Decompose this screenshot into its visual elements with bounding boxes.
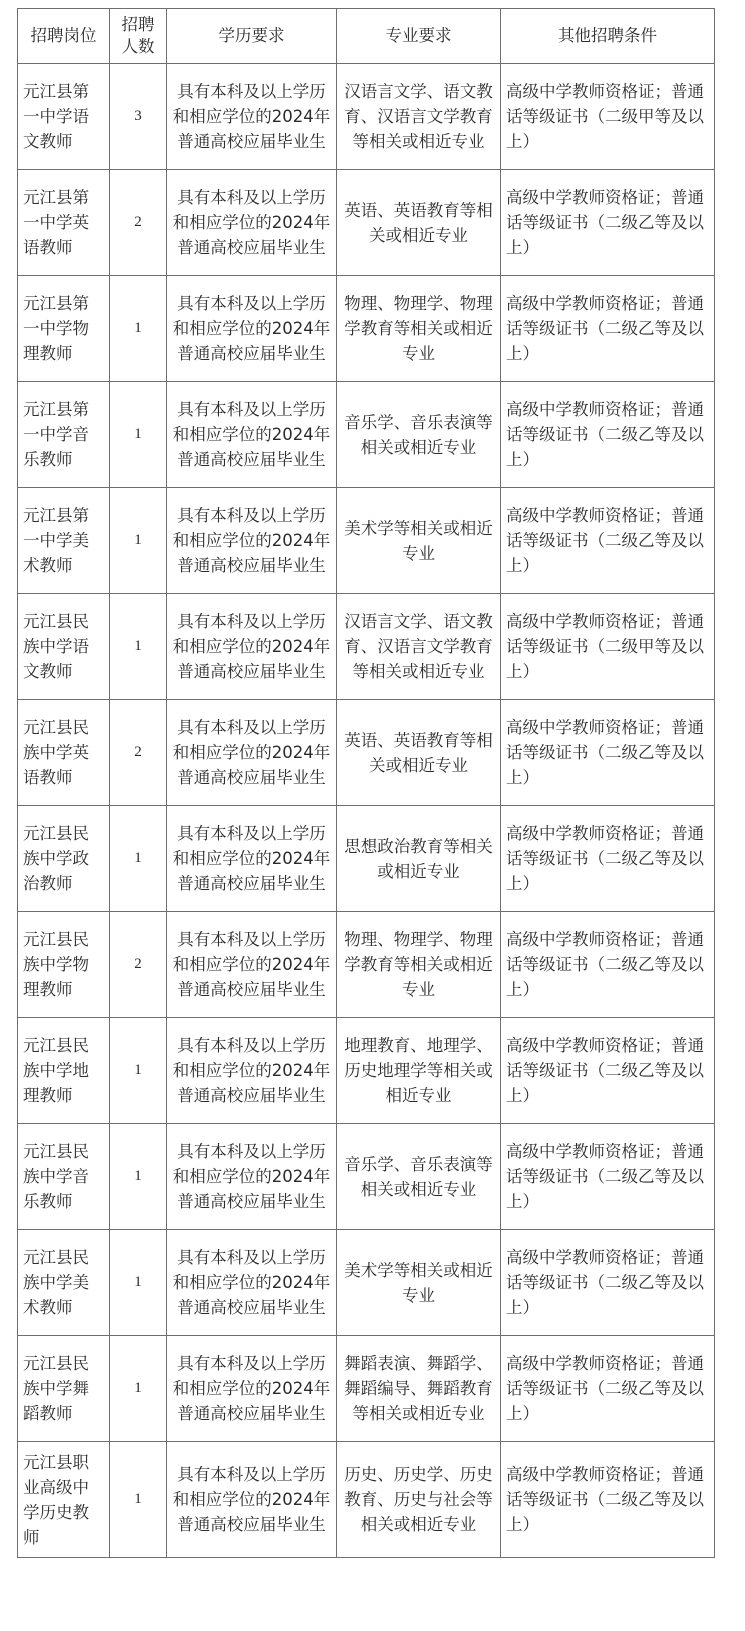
- major-cell: 音乐学、音乐表演等相关或相近专业: [337, 1124, 501, 1230]
- count-cell: 1: [110, 1336, 167, 1442]
- table-row: [18, 912, 715, 1018]
- education-cell: 具有本科及以上学历和相应学位的2024年普通高校应届毕业生: [167, 806, 337, 912]
- table-row: [18, 1018, 715, 1124]
- table-header: [18, 9, 715, 64]
- other-cell: 高级中学教师资格证；普通话等级证书（二级乙等及以上）: [501, 1018, 715, 1124]
- education-cell: 具有本科及以上学历和相应学位的2024年普通高校应届毕业生: [167, 700, 337, 806]
- education-cell: 具有本科及以上学历和相应学位的2024年普通高校应届毕业生: [167, 1230, 337, 1336]
- count-cell: 1: [110, 276, 167, 382]
- table-row: [18, 1336, 715, 1442]
- major-cell: 地理教育、地理学、历史地理学等相关或相近专业: [337, 1018, 501, 1124]
- count-cell: 1: [110, 1018, 167, 1124]
- header-row: [18, 9, 715, 64]
- major-cell: 汉语言文学、语文教育、汉语言文学教育等相关或相近专业: [337, 64, 501, 170]
- recruitment-table: [17, 8, 715, 1558]
- other-cell: 高级中学教师资格证；普通话等级证书（二级乙等及以上）: [501, 1124, 715, 1230]
- count-cell: 1: [110, 1230, 167, 1336]
- table-row: [18, 64, 715, 170]
- count-cell: 3: [110, 64, 167, 170]
- education-cell: 具有本科及以上学历和相应学位的2024年普通高校应届毕业生: [167, 276, 337, 382]
- count-cell: 1: [110, 382, 167, 488]
- education-cell: 具有本科及以上学历和相应学位的2024年普通高校应届毕业生: [167, 1336, 337, 1442]
- position-cell: 元江县民族中学美术教师: [18, 1230, 110, 1336]
- count-cell: 1: [110, 1442, 167, 1558]
- major-cell: 思想政治教育等相关或相近专业: [337, 806, 501, 912]
- position-cell: 元江县职业高级中学历史教师: [18, 1442, 110, 1558]
- other-cell: 高级中学教师资格证；普通话等级证书（二级乙等及以上）: [501, 1442, 715, 1558]
- education-cell: 具有本科及以上学历和相应学位的2024年普通高校应届毕业生: [167, 1018, 337, 1124]
- education-cell: 具有本科及以上学历和相应学位的2024年普通高校应届毕业生: [167, 170, 337, 276]
- count-cell: 1: [110, 806, 167, 912]
- table-row: [18, 1124, 715, 1230]
- position-cell: 元江县第一中学英语教师: [18, 170, 110, 276]
- education-cell: 具有本科及以上学历和相应学位的2024年普通高校应届毕业生: [167, 594, 337, 700]
- education-cell: 具有本科及以上学历和相应学位的2024年普通高校应届毕业生: [167, 912, 337, 1018]
- other-cell: 高级中学教师资格证；普通话等级证书（二级乙等及以上）: [501, 382, 715, 488]
- position-cell: 元江县民族中学英语教师: [18, 700, 110, 806]
- position-cell: 元江县第一中学物理教师: [18, 276, 110, 382]
- other-cell: 高级中学教师资格证；普通话等级证书（二级乙等及以上）: [501, 488, 715, 594]
- count-cell: 1: [110, 488, 167, 594]
- major-cell: 物理、物理学、物理学教育等相关或相近专业: [337, 912, 501, 1018]
- major-cell: 舞蹈表演、舞蹈学、舞蹈编导、舞蹈教育等相关或相近专业: [337, 1336, 501, 1442]
- table-row: [18, 1230, 715, 1336]
- position-cell: 元江县民族中学地理教师: [18, 1018, 110, 1124]
- table-row: [18, 382, 715, 488]
- position-cell: 元江县民族中学物理教师: [18, 912, 110, 1018]
- position-cell: 元江县民族中学舞蹈教师: [18, 1336, 110, 1442]
- header-education: 学历要求: [167, 9, 337, 64]
- position-cell: 元江县民族中学政治教师: [18, 806, 110, 912]
- table-body: [18, 64, 715, 1558]
- position-cell: 元江县第一中学语文教师: [18, 64, 110, 170]
- table-row: [18, 276, 715, 382]
- education-cell: 具有本科及以上学历和相应学位的2024年普通高校应届毕业生: [167, 488, 337, 594]
- position-cell: 元江县第一中学美术教师: [18, 488, 110, 594]
- table-row: [18, 806, 715, 912]
- major-cell: 英语、英语教育等相关或相近专业: [337, 700, 501, 806]
- header-other: 其他招聘条件: [501, 9, 715, 64]
- education-cell: 具有本科及以上学历和相应学位的2024年普通高校应届毕业生: [167, 382, 337, 488]
- major-cell: 音乐学、音乐表演等相关或相近专业: [337, 382, 501, 488]
- other-cell: 高级中学教师资格证；普通话等级证书（二级乙等及以上）: [501, 1336, 715, 1442]
- other-cell: 高级中学教师资格证；普通话等级证书（二级甲等及以上）: [501, 64, 715, 170]
- table-row: [18, 700, 715, 806]
- other-cell: 高级中学教师资格证；普通话等级证书（二级乙等及以上）: [501, 276, 715, 382]
- count-cell: 1: [110, 1124, 167, 1230]
- table-row: [18, 594, 715, 700]
- table-row: [18, 488, 715, 594]
- position-cell: 元江县第一中学音乐教师: [18, 382, 110, 488]
- major-cell: 英语、英语教育等相关或相近专业: [337, 170, 501, 276]
- major-cell: 美术学等相关或相近专业: [337, 488, 501, 594]
- other-cell: 高级中学教师资格证；普通话等级证书（二级甲等及以上）: [501, 594, 715, 700]
- position-cell: 元江县民族中学语文教师: [18, 594, 110, 700]
- header-count: 招聘人数: [110, 9, 167, 64]
- count-cell: 2: [110, 700, 167, 806]
- header-major: 专业要求: [337, 9, 501, 64]
- other-cell: 高级中学教师资格证；普通话等级证书（二级乙等及以上）: [501, 912, 715, 1018]
- count-cell: 2: [110, 912, 167, 1018]
- table-row: [18, 1442, 715, 1558]
- education-cell: 具有本科及以上学历和相应学位的2024年普通高校应届毕业生: [167, 64, 337, 170]
- other-cell: 高级中学教师资格证；普通话等级证书（二级乙等及以上）: [501, 700, 715, 806]
- other-cell: 高级中学教师资格证；普通话等级证书（二级乙等及以上）: [501, 170, 715, 276]
- major-cell: 美术学等相关或相近专业: [337, 1230, 501, 1336]
- count-cell: 1: [110, 594, 167, 700]
- header-position: 招聘岗位: [18, 9, 110, 64]
- major-cell: 汉语言文学、语文教育、汉语言文学教育等相关或相近专业: [337, 594, 501, 700]
- position-cell: 元江县民族中学音乐教师: [18, 1124, 110, 1230]
- count-cell: 2: [110, 170, 167, 276]
- other-cell: 高级中学教师资格证；普通话等级证书（二级乙等及以上）: [501, 806, 715, 912]
- education-cell: 具有本科及以上学历和相应学位的2024年普通高校应届毕业生: [167, 1442, 337, 1558]
- major-cell: 历史、历史学、历史教育、历史与社会等相关或相近专业: [337, 1442, 501, 1558]
- major-cell: 物理、物理学、物理学教育等相关或相近专业: [337, 276, 501, 382]
- table-row: [18, 170, 715, 276]
- education-cell: 具有本科及以上学历和相应学位的2024年普通高校应届毕业生: [167, 1124, 337, 1230]
- other-cell: 高级中学教师资格证；普通话等级证书（二级乙等及以上）: [501, 1230, 715, 1336]
